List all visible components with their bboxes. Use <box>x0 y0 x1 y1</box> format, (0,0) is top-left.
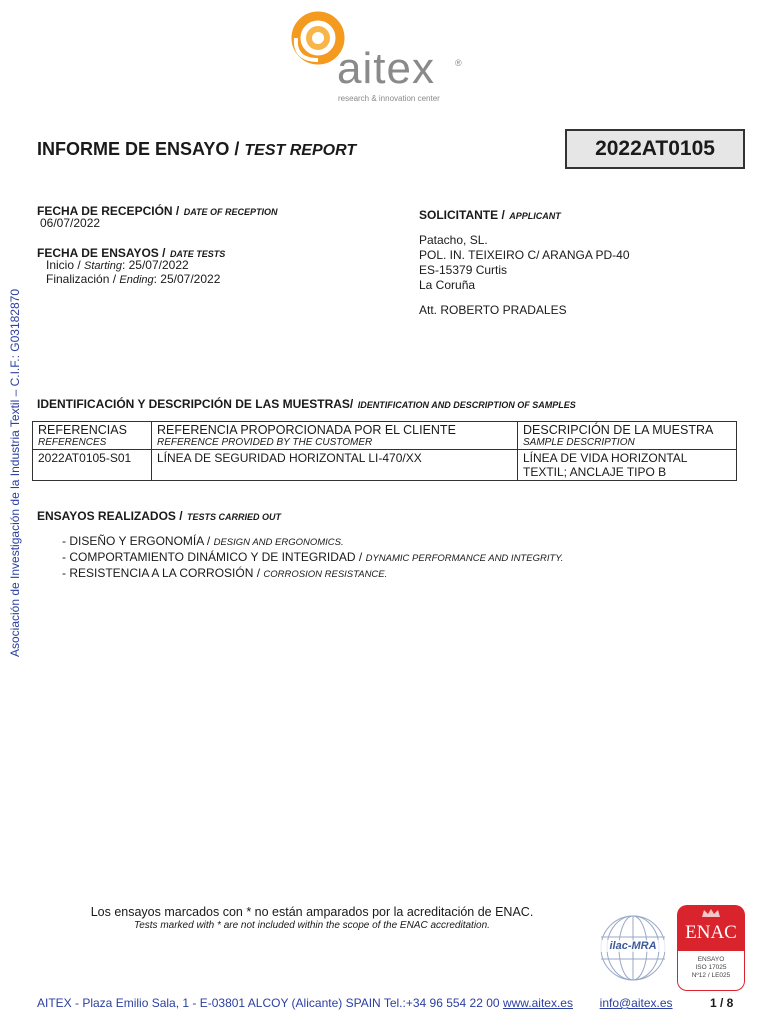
logo-wordmark: aitex <box>337 44 435 93</box>
logo-tagline: research & innovation center <box>338 94 440 103</box>
enac-line-2: ISO 17025 <box>695 964 727 971</box>
report-title-es: INFORME DE ENSAYO / <box>37 139 240 159</box>
accreditation-note <box>82 905 542 931</box>
page-number: 1 / 8 <box>710 996 734 1010</box>
applicant-label: SOLICITANTE / <box>419 208 505 222</box>
list-item <box>62 534 563 550</box>
col-header-en: REFERENCE PROVIDED BY THE CUSTOMER <box>157 437 373 448</box>
footer-address: AITEX - Plaza Emilio Sala, 1 - E-03801 ALCOY (Alicante) SPAIN Tel.:+34 96 554 22 00 <box>37 996 500 1010</box>
applicant-address-1: POL. IN. TEIXEIRO C/ ARANGA PD-40 <box>419 248 630 262</box>
reception-label: FECHA DE RECEPCIÓN / <box>37 204 180 218</box>
ilac-label: ilac-MRA <box>598 940 668 952</box>
samples-header-row <box>33 422 737 450</box>
side-legal-text: Asociación de Investigación de la Industria Textil – C.I.F.: G03182870 <box>8 289 22 657</box>
tests-heading-en: TESTS CARRIED OUT <box>187 512 282 522</box>
end-label-en: Ending <box>119 274 154 286</box>
report-title-en: TEST REPORT <box>244 142 357 159</box>
test-dates-label-en: DATE TESTS <box>169 249 226 259</box>
tests-heading <box>37 507 281 525</box>
start-label: Inicio / <box>46 258 81 272</box>
end-date: : 25/07/2022 <box>153 272 221 286</box>
start-label-en: Starting <box>84 260 122 272</box>
reception-date: 06/07/2022 <box>40 216 101 230</box>
col-header-customer-ref <box>152 422 518 450</box>
list-item <box>62 550 563 566</box>
applicant-address-3: La Coruña <box>419 278 476 292</box>
applicant-address-2: ES-15379 Curtis <box>419 263 508 277</box>
report-number: 2022AT0105 <box>595 137 715 160</box>
col-header-en: REFERENCES <box>38 437 107 448</box>
tests-heading-es: ENSAYOS REALIZADOS / <box>37 509 183 523</box>
start-date-line <box>46 258 189 272</box>
sample-reference: 2022AT0105-S01 <box>33 450 152 481</box>
start-date: : 25/07/2022 <box>121 258 189 272</box>
enac-line-1: ENSAYO <box>697 956 725 963</box>
applicant-address <box>419 233 630 293</box>
email-link[interactable]: info@aitex.es <box>599 996 673 1010</box>
footer <box>37 996 673 1010</box>
reception-label-en: DATE OF RECEPTION <box>183 207 278 217</box>
end-label: Finalización / <box>46 272 117 286</box>
sample-customer-reference: LÍNEA DE SEGURIDAD HORIZONTAL LI-470/XX <box>152 450 518 481</box>
col-header-en: SAMPLE DESCRIPTION <box>523 437 635 448</box>
samples-heading-es: IDENTIFICACIÓN Y DESCRIPCIÓN DE LAS MUESTRAS/ <box>37 397 354 411</box>
samples-table <box>32 421 737 481</box>
col-header-es: REFERENCIA PROPORCIONADA POR EL CLIENTE <box>157 423 456 437</box>
crown-icon <box>701 908 721 918</box>
col-header-description <box>518 422 737 450</box>
accreditation-note-es: Los ensayos marcados con * no están amparados por la acreditación de ENAC. <box>90 905 534 919</box>
test-item-en: CORROSION RESISTANCE. <box>263 569 388 580</box>
test-item-es: - DISEÑO Y ERGONOMÍA / <box>62 534 211 548</box>
enac-badge-top <box>677 905 745 951</box>
sample-description: LÍNEA DE VIDA HORIZONTAL TEXTIL; ANCLAJE TIPO B <box>518 450 737 481</box>
enac-line-3: Nº12 / LE025 <box>691 972 731 979</box>
accreditation-note-en: Tests marked with * are not included within the scope of the ENAC accreditation. <box>134 920 490 931</box>
tests-list <box>62 534 563 582</box>
applicant-attention: Att. ROBERTO PRADALES <box>419 303 567 317</box>
applicant-company: Patacho, SL. <box>419 233 488 247</box>
list-item <box>62 566 563 582</box>
end-date-line <box>46 272 220 286</box>
website-link[interactable]: www.aitex.es <box>502 996 573 1010</box>
samples-heading-en: IDENTIFICATION AND DESCRIPTION OF SAMPLES <box>357 400 576 410</box>
col-header-es: REFERENCIAS <box>38 423 127 437</box>
samples-heading <box>37 395 576 413</box>
applicant-label-en: APPLICANT <box>509 211 561 221</box>
ilac-badge <box>598 913 668 983</box>
col-header-references <box>33 422 152 450</box>
test-item-en: DYNAMIC PERFORMANCE AND INTEGRITY. <box>365 553 564 564</box>
table-row <box>33 450 737 481</box>
enac-label: ENAC <box>685 922 737 943</box>
enac-badge-bottom <box>677 951 745 991</box>
report-title <box>37 139 356 160</box>
logo-registered: ® <box>455 58 462 68</box>
enac-badge <box>677 905 745 987</box>
test-dates-label: FECHA DE ENSAYOS / <box>37 246 166 260</box>
test-item-es: - RESISTENCIA A LA CORROSIÓN / <box>62 566 261 580</box>
report-number-box <box>565 129 745 169</box>
test-item-es: - COMPORTAMIENTO DINÁMICO Y DE INTEGRIDAD / <box>62 550 363 564</box>
applicant-heading <box>419 206 561 224</box>
test-item-en: DESIGN AND ERGONOMICS. <box>213 537 344 548</box>
col-header-es: DESCRIPCIÓN DE LA MUESTRA <box>523 423 714 437</box>
